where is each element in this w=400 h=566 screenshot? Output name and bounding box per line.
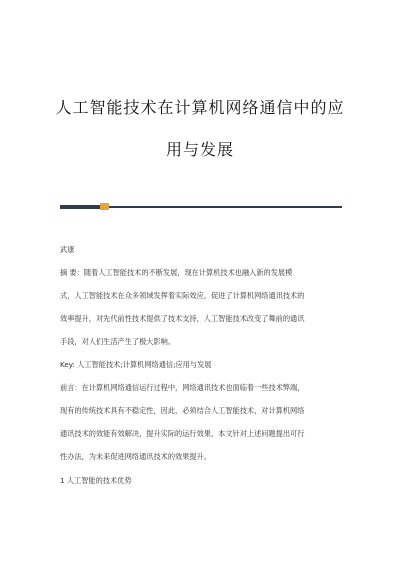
abstract-line-2: 式，人工智能技术在众多领域发挥着实际效应，促进了计算机网络通讯技术的 — [60, 291, 305, 300]
intro-line-2: 现有的传统技术具有不稳定性，因此，必须结合人工智能技术，对计算机网络 — [60, 406, 305, 415]
intro-line-4: 性办法，为未来促进网络通讯技术的效果提升。 — [60, 452, 211, 461]
abstract-line-1: 摘 要：随着人工智能技术的不断发展，现在计算机技术也融入新的发展模 — [60, 268, 293, 277]
keywords-line: Key: 人工智能技术;计算机网络通信;应用与发展 — [60, 360, 212, 369]
title-rule-right — [109, 206, 342, 208]
section-1-heading: 1 人工智能的技术优势 — [60, 476, 132, 485]
title-rule-accent — [100, 203, 109, 210]
title-rule-left — [60, 205, 100, 209]
abstract-line-3: 效率提升，对先代前性技术提供了技术支持，人工智能技术改变了舞前的通讯 — [60, 314, 305, 323]
paper-title-line-1: 人工智能技术在计算机网络通信中的应 — [55, 98, 345, 117]
author-name: 武康 — [60, 245, 75, 254]
intro-line-3: 通讯技术的效能有效解决，提升实际的运行效果，本文针对上述问题提出可行 — [60, 429, 305, 438]
intro-line-1: 前言：在计算机网络通信运行过程中，网络通讯技术也面临着一些技术弊端， — [60, 383, 305, 392]
paper-title-line-2: 用与发展 — [165, 140, 234, 159]
abstract-line-4: 手段，对人们生活产生了极大影响。 — [60, 337, 176, 346]
